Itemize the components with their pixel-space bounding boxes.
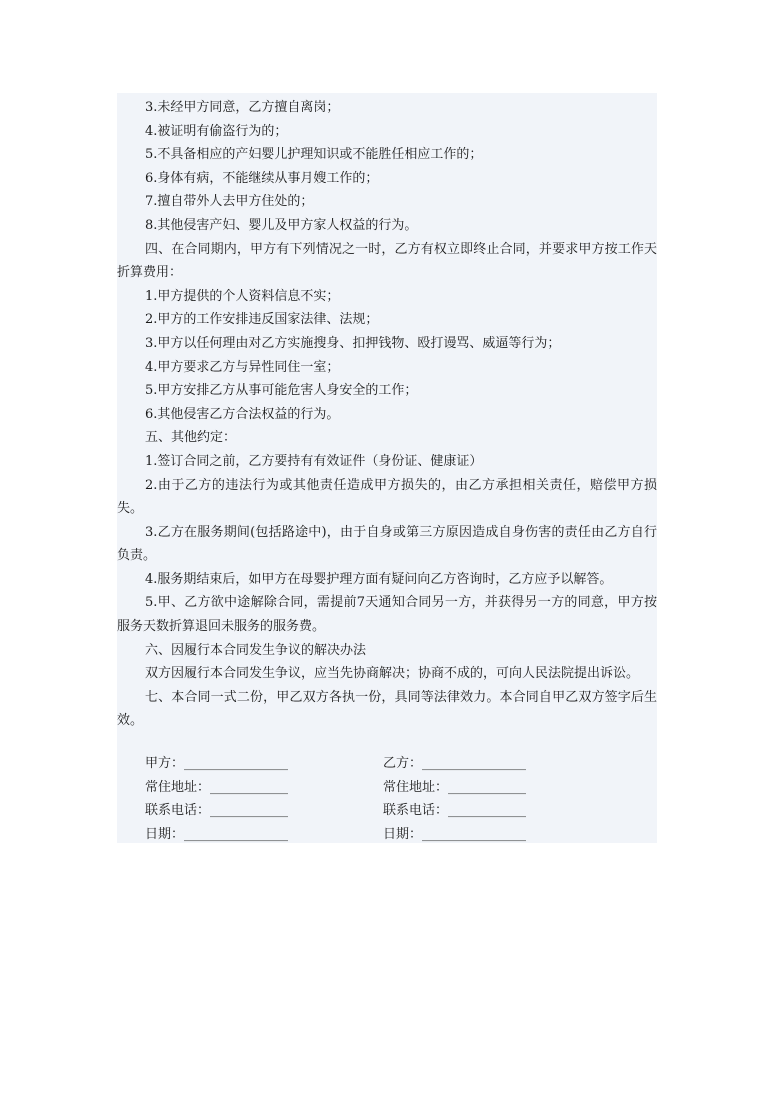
section-4-item-1: 1.甲方提供的个人资料信息不实； [145,288,340,304]
section-5-heading: 五、其他约定： [145,430,237,446]
party-b-name [383,752,623,776]
clause-3-leave-post: 3.未经甲方同意，乙方擅自离岗； [145,100,340,115]
party-b-address-blank: ____________ [448,779,527,795]
clause-7-outsiders: 7.擅自带外人去甲方住处的； [145,194,314,210]
party-a-address [145,776,383,800]
signature-row-address [145,776,645,800]
section-7-body: 七、本合同一式二份，甲乙双方各执一份，具同等法律效力。本合同自甲乙双方签字后生效。 [117,689,657,729]
section-4-item-5: 5.甲方安排乙方从事可能危害人身安全的工作； [145,383,418,399]
party-a-date-label: 日期： [145,826,185,842]
party-b-name-blank: ________________ [422,756,527,771]
section-5-item-3: 3.乙方在服务期间(包括路途中)，由于自身或第三方原因造成自身伤害的责任由乙方自行负责。 [117,524,657,564]
section-6-heading: 六、因履行本合同发生争议的解决办法 [145,642,367,658]
party-a-phone-label: 联系电话： [145,803,211,819]
party-a-date [145,823,383,847]
clause-5-incompetent: 5.不具备相应的产妇婴儿护理知识或不能胜任相应工作的； [145,147,483,163]
signature-block [145,752,645,846]
party-a-name-blank: ________________ [184,756,289,771]
party-a-address-blank: ____________ [210,779,289,795]
party-b-date-label: 日期： [383,826,423,842]
section-4-item-4: 4.甲方要求乙方与异性同住一室； [145,359,340,375]
signature-row-phone [145,799,645,823]
party-a-phone [145,799,383,823]
party-a-name-label: 甲方： [145,756,185,771]
party-b-address-label: 常住地址： [383,779,449,795]
party-b-phone-label: 联系电话： [383,803,449,819]
clause-4-theft: 4.被证明有偷盗行为的； [145,123,288,139]
signature-row-name [145,752,645,776]
section-4-item-6: 6.其他侵害乙方合法权益的行为。 [145,406,340,422]
party-a-name [145,752,383,776]
party-b-date [383,823,623,847]
section-5-item-4: 4.服务期结束后，如甲方在母婴护理方面有疑问向乙方咨询时，乙方应予以解答。 [145,571,613,587]
party-a-address-label: 常住地址： [145,779,211,795]
party-b-address [383,776,623,800]
contract-body [117,96,657,733]
party-b-phone [383,799,623,823]
section-4-heading: 四、在合同期内，甲方有下列情况之一时，乙方有权立即终止合同，并要求甲方按工作天折算费用： [117,241,657,281]
section-6-body: 双方因履行本合同发生争议，应当先协商解决；协商不成的，可向人民法院提出诉讼。 [145,666,640,682]
section-5-item-1: 1.签订合同之前，乙方要持有有效证件（身份证、健康证） [145,453,483,469]
section-4-item-3: 3.甲方以任何理由对乙方实施搜身、扣押钱物、殴打谩骂、威逼等行为； [145,335,561,351]
section-4-item-2: 2.甲方的工作安排违反国家法律、法规； [145,312,379,328]
party-b-name-label: 乙方： [383,756,423,771]
party-b-phone-blank: ____________ [448,803,527,819]
party-b-date-blank: ________________ [422,826,527,842]
clause-6-illness: 6.身体有病，不能继续从事月嫂工作的； [145,170,379,186]
signature-row-date [145,823,645,847]
party-a-date-blank: ________________ [184,826,289,842]
party-a-phone-blank: ____________ [210,803,289,819]
section-5-item-5: 5.甲、乙方欲中途解除合同，需提前7天通知合同另一方，并获得另一方的同意，甲方按服务天数折算退回未服务的服务费。 [117,595,657,635]
clause-8-other-infringement: 8.其他侵害产妇、婴儿及甲方家人权益的行为。 [145,217,418,233]
section-5-item-2: 2.由于乙方的违法行为或其他责任造成甲方损失的，由乙方承担相关责任，赔偿甲方损失。 [117,477,657,517]
